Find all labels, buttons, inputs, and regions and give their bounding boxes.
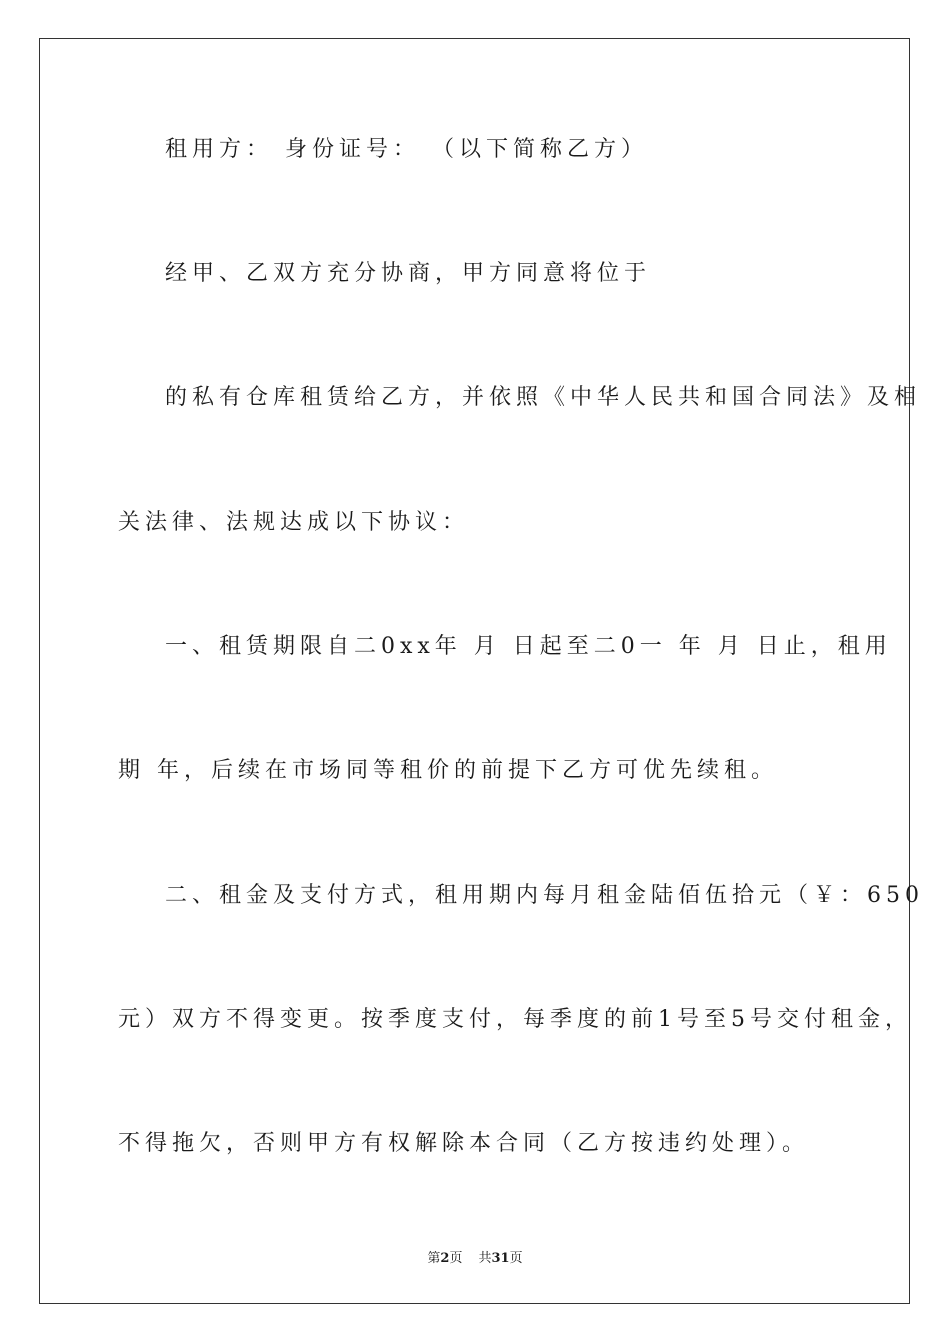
footer-total-prefix: 共 — [478, 1251, 492, 1266]
footer-page-prefix: 第 — [427, 1251, 441, 1266]
paragraph-lease-term: 一、租赁期限自二0xx年 月 日起至二0一 年 月 日止，租用 — [165, 634, 892, 659]
paragraph-laws-continuation: 关法律、法规达成以下协议： — [118, 510, 470, 535]
paragraph-warehouse-lease: 的私有仓库租赁给乙方，并依照《中华人民共和国合同法》及相 — [165, 385, 922, 410]
paragraph-rent-payment-continuation: 元）双方不得变更。按季度支付，每季度的前1号至5号交付租金， — [118, 1007, 912, 1032]
paragraph-rent-payment: 二、租金及支付方式，租用期内每月租金陆佰伍拾元（￥：650 — [165, 883, 924, 908]
footer-total-suffix: 页 — [509, 1251, 523, 1266]
footer-page-number: 2 — [440, 1251, 450, 1266]
paragraph-agreement-intro: 经甲、乙双方充分协商，甲方同意将位于 — [165, 261, 652, 286]
paragraph-lease-term-continuation: 期 年，后续在市场同等租价的前提下乙方可优先续租。 — [118, 758, 778, 783]
page-border — [39, 38, 910, 1304]
page-footer — [0, 1247, 950, 1266]
paragraph-lessee-info: 租用方： 身份证号： （以下简称乙方） — [165, 137, 648, 162]
footer-page-suffix: 页 — [449, 1251, 463, 1266]
paragraph-rent-payment-end: 不得拖欠，否则甲方有权解除本合同（乙方按违约处理）。 — [118, 1131, 810, 1156]
footer-total-pages: 31 — [491, 1251, 510, 1266]
